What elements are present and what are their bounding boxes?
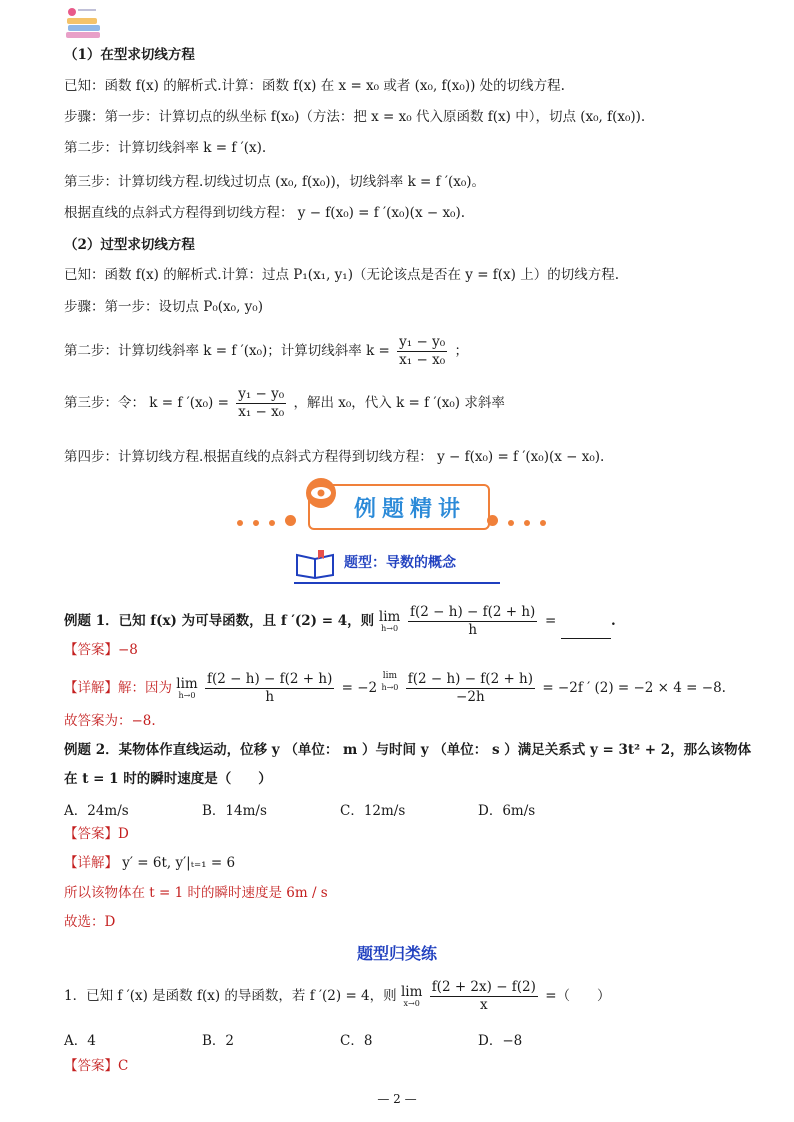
books-stack-icon (64, 6, 104, 42)
lim-sub: h→0 (381, 683, 399, 692)
section1-known: 已知：函数 f(x) 的解析式.计算：函数 f(x) 在 x = x₀ 或者 (x₀, f(x₀)) 处的切线方程. (64, 78, 565, 94)
section2-known: 已知：函数 f(x) 的解析式.计算：过点 P₁(x₁, y₁)（无论该点是否在 y = f(x) 上）的切线方程. (64, 267, 620, 283)
topic-label: 题型：导数的概念 (344, 555, 456, 571)
detail-fraction-1 (205, 671, 334, 706)
banner-title: 例题精讲 (353, 497, 466, 522)
q1-suffix: =（ ） (545, 988, 611, 1004)
eye-icon (306, 478, 336, 508)
detail-fraction-2 (406, 671, 535, 706)
fraction-numerator: y₁ − y₀ (238, 386, 285, 402)
example2-conclusion: 所以该物体在 t = 1 时的瞬时速度是 6m / s (64, 885, 328, 901)
example1-detail (64, 670, 726, 706)
example1-final: 故答案为：−8. (64, 713, 156, 729)
example2-line1: 例题 2．某物体作直线运动，位移 y （单位： m ）与时间 y （单位： s ）满足关系式 y = 3t² + 2，那么该物体 (64, 742, 752, 758)
example1-prefix: 例题 1．已知 f(x) 为可导函数，且 f ′(2) = 4，则 (64, 613, 375, 629)
example2-option-b: B．14m/s (202, 803, 267, 819)
practice-q1 (64, 978, 611, 1014)
q1-prefix: 1．已知 f ′(x) 是函数 f(x) 的导函数，若 f ′(2) = 4，则 (64, 988, 397, 1004)
fraction-denominator: x (479, 997, 488, 1013)
practice-option-a: A．4 (64, 1033, 96, 1049)
lim-text: lim (378, 608, 401, 625)
practice-option-d: D．−8 (478, 1033, 523, 1049)
section2-step2-suffix: ； (454, 343, 468, 359)
limit-symbol (381, 670, 398, 692)
example1-fraction (408, 604, 537, 639)
detail-text: y′ = 6t, y′|ₜ₌₁ = 6 (122, 855, 236, 871)
section2-step2-fraction (397, 334, 447, 369)
section2-step3 (64, 385, 505, 421)
lim-text: lim (382, 671, 398, 681)
example2-answer: 【答案】D (64, 826, 129, 842)
limit-symbol (176, 675, 198, 700)
fraction-numerator: f(2 + 2x) − f(2) (431, 979, 536, 995)
lim-sub: x→0 (403, 998, 420, 1008)
fraction-numerator: f(2 − h) − f(2 + h) (410, 604, 536, 620)
section2-step3-suffix: ，解出 x₀，代入 k = f ′(x₀) 求斜率 (293, 395, 505, 411)
example1-question (64, 603, 616, 639)
equals-sign: = (545, 613, 557, 629)
detail-label: 【详解】 (64, 680, 118, 696)
practice-option-b: B．2 (202, 1033, 235, 1049)
topic-underline (294, 582, 500, 584)
limit-symbol (378, 608, 401, 633)
section2-step3-fraction (236, 386, 286, 421)
lim-text: lim (400, 983, 423, 1000)
fraction-numerator: y₁ − y₀ (399, 334, 446, 350)
answer-blank (561, 624, 611, 639)
practice-option-c: C．8 (340, 1033, 373, 1049)
section2-step2-prefix: 第二步：计算切线斜率 k = f ′(x₀)；计算切线斜率 k = (64, 343, 390, 359)
section2-title: （2）过型求切线方程 (64, 237, 195, 253)
page-number: — 2 — (377, 1092, 417, 1106)
section2-step1: 步骤：第一步：设切点 P₀(x₀, y₀) (64, 299, 263, 315)
fraction-denominator: h (468, 622, 478, 638)
example-banner (308, 484, 490, 530)
example2-option-a: A．24m/s (64, 803, 129, 819)
example2-detail (64, 853, 235, 873)
example2-final: 故选：D (64, 914, 116, 930)
detail-text: 解：因为 (118, 680, 172, 696)
detail-equals: = −2 (341, 680, 378, 696)
banner-right-dots (482, 511, 551, 530)
example2-option-c: C．12m/s (340, 803, 406, 819)
section2-step4: 第四步：计算切线方程.根据直线的点斜式方程得到切线方程： y − f(x₀) = f ′(x₀)(x − x₀). (64, 449, 605, 465)
detail-result: = −2f ′ (2) = −2 × 4 = −8. (542, 680, 726, 696)
section1-conclusion: 根据直线的点斜式方程得到切线方程： y − f(x₀) = f ′(x₀)(x − x₀). (64, 205, 466, 221)
lim-text: lim (176, 675, 198, 692)
example1-answer: 【答案】−8 (64, 642, 138, 658)
section2-step2 (64, 333, 468, 369)
fraction-denominator: x₁ − x₀ (238, 404, 285, 420)
section1-step2: 第二步：计算切线斜率 k = f ′(x). (64, 140, 267, 156)
section1-step1: 步骤：第一步：计算切点的纵坐标 f(x₀)（方法：把 x = x₀ 代入原函数 f(x) 中），切点 (x₀, f(x₀)). (64, 109, 646, 125)
limit-symbol (400, 983, 423, 1008)
open-book-icon (294, 547, 336, 579)
fraction-denominator: −2h (456, 689, 485, 705)
example2-option-d: D．6m/s (478, 803, 536, 819)
period: . (611, 613, 616, 629)
practice-answer: 【答案】C (64, 1058, 129, 1074)
practice-title: 题型归类练 (356, 944, 437, 963)
fraction-denominator: x₁ − x₀ (399, 352, 446, 368)
section1-title: （1）在型求切线方程 (64, 47, 195, 63)
detail-label: 【详解】 (64, 855, 118, 871)
fraction-denominator: h (265, 689, 275, 705)
fraction-numerator: f(2 − h) − f(2 + h) (207, 671, 333, 687)
section2-step3-prefix: 第三步：令： k = f ′(x₀) = (64, 395, 229, 411)
example2-line2: 在 t = 1 时的瞬时速度是（ ） (64, 771, 272, 787)
lim-sub: h→0 (381, 623, 399, 633)
section1-step3: 第三步：计算切线方程.切线过切点 (x₀, f(x₀))，切线斜率 k = f ′(x₀)。 (64, 174, 486, 190)
fraction-numerator: f(2 − h) − f(2 + h) (407, 671, 534, 687)
q1-fraction (430, 979, 538, 1014)
lim-sub: h→0 (178, 690, 196, 700)
banner-left-dots (232, 511, 301, 530)
